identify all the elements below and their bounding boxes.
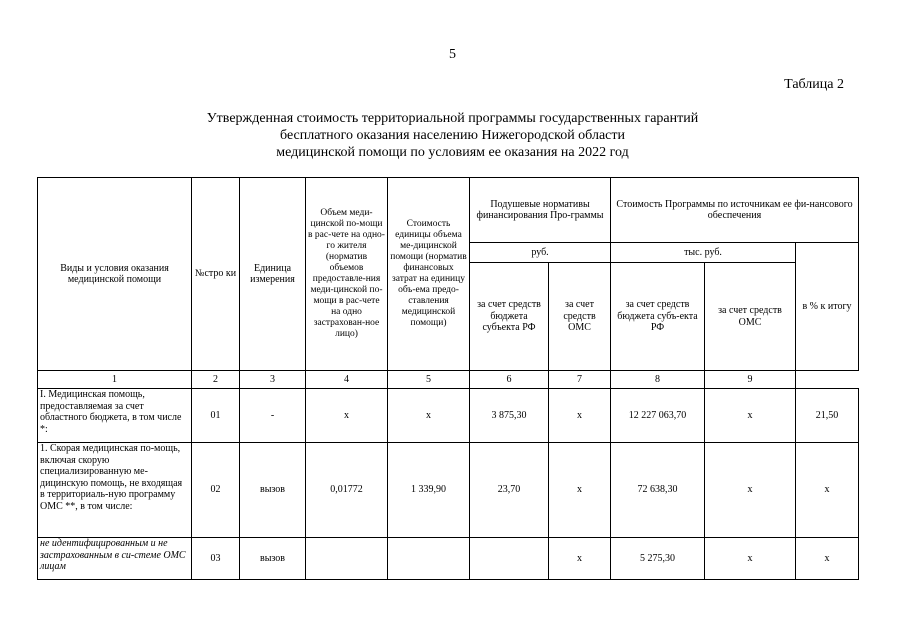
title-line-3: медицинской помощи по условиям ее оказания на 2022 год — [276, 145, 629, 160]
row-percent: х — [796, 538, 859, 580]
row-unit: - — [240, 389, 306, 443]
row-cost: х — [388, 389, 470, 443]
column-number: 4 — [306, 371, 388, 389]
header-pc-subject-budget: за счет средств бюджета субъекта РФ — [470, 263, 549, 371]
header-p-oms: за счет средств ОМС — [705, 263, 796, 371]
column-number: 2 — [192, 371, 240, 389]
header-per-capita: Подушевые нормативы финансирования Про-граммы — [470, 178, 611, 243]
page-number: 5 — [449, 47, 456, 62]
column-number: 6 — [470, 371, 549, 389]
table-row — [38, 443, 859, 538]
row-p-budget: 12 227 063,70 — [611, 389, 705, 443]
header-types: Виды и условия оказания медицинской помощи — [38, 178, 192, 371]
row-p-budget: 5 275,30 — [611, 538, 705, 580]
column-number: 9 — [705, 371, 796, 389]
header-row-no: №стро ки — [192, 178, 240, 371]
row-volume: х — [306, 389, 388, 443]
row-pc-budget: 23,70 — [470, 443, 549, 538]
row-name: I. Медицинская помощь, предоставляемая за счет областного бюджета, в том числе *: — [38, 389, 192, 443]
document-title — [0, 110, 905, 161]
column-numbers-row — [38, 371, 859, 389]
table-row — [38, 538, 859, 580]
title-line-1: Утвержденная стоимость территориальной программы государственных гарантий — [206, 111, 699, 126]
row-name: 1. Скорая медицинская по-мощь, включая скорую специализированную ме-дицинскую помощь, не входящая в территориаль-ную программу ОМС **, в том числе: — [38, 443, 192, 538]
column-number: 7 — [549, 371, 611, 389]
row-percent: х — [796, 443, 859, 538]
column-number: 5 — [388, 371, 470, 389]
header-pc-oms: за счет средств ОМС — [549, 263, 611, 371]
row-unit: вызов — [240, 538, 306, 580]
row-volume: 0,01772 — [306, 443, 388, 538]
column-number: 8 — [611, 371, 705, 389]
row-pc-budget — [470, 538, 549, 580]
row-pc-oms: х — [549, 389, 611, 443]
table-label: Таблица 2 — [784, 77, 844, 92]
row-p-oms: х — [705, 538, 796, 580]
row-pc-oms: х — [549, 538, 611, 580]
row-p-oms: х — [705, 443, 796, 538]
header-percent: в % к итогу — [796, 243, 859, 371]
row-volume — [306, 538, 388, 580]
row-no: 01 — [192, 389, 240, 443]
row-p-budget: 72 638,30 — [611, 443, 705, 538]
header-rub: руб. — [470, 243, 611, 263]
row-cost — [388, 538, 470, 580]
header-volume: Объем меди-цинской по-мощи в рас-чете на одно-го жителя (норматив объемов предоставле-ния меди-цинской по-мощи в рас-чете на одно застрахован-ное лицо) — [306, 178, 388, 371]
table-row — [38, 389, 859, 443]
row-cost: 1 339,90 — [388, 443, 470, 538]
header-unit: Единица измерения — [240, 178, 306, 371]
header-p-subject-budget: за счет средств бюджета субъ-екта РФ — [611, 263, 705, 371]
column-number: 3 — [240, 371, 306, 389]
title-line-2: бесплатного оказания населению Нижегородской области — [280, 128, 625, 143]
header-thous-rub: тыс. руб. — [611, 243, 796, 263]
cost-table — [37, 177, 859, 580]
row-pc-oms: х — [549, 443, 611, 538]
row-no: 03 — [192, 538, 240, 580]
header-program-cost: Стоимость Программы по источникам ее фи-нансового обеспечения — [611, 178, 859, 243]
row-p-oms: х — [705, 389, 796, 443]
column-number: 1 — [38, 371, 192, 389]
row-unit: вызов — [240, 443, 306, 538]
row-name: не идентифицированным и не застрахованным в си-стеме ОМС лицам — [38, 538, 192, 580]
row-percent: 21,50 — [796, 389, 859, 443]
row-no: 02 — [192, 443, 240, 538]
header-cost: Стоимость единицы объема ме-дицинской помощи (норматив финансовых затрат на единицу объ-ема предо-ставления медицинской помощи) — [388, 178, 470, 371]
row-pc-budget: 3 875,30 — [470, 389, 549, 443]
